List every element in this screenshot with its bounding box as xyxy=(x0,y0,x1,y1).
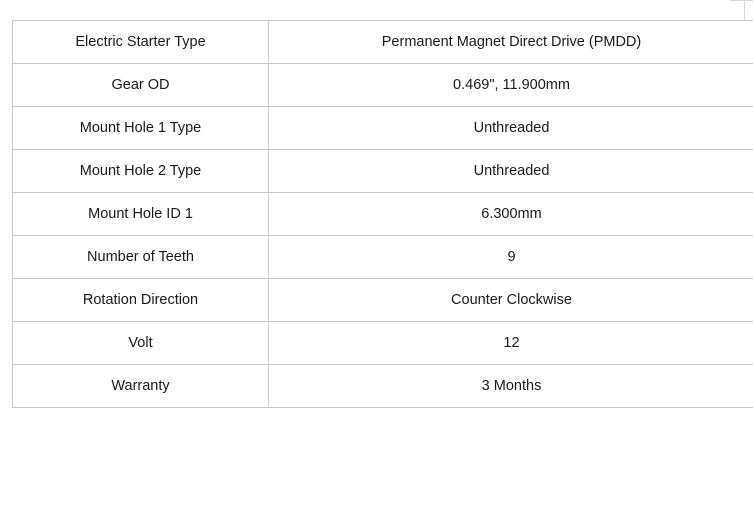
specifications-table-body xyxy=(13,21,753,408)
specifications-table-container xyxy=(12,20,730,408)
table-row xyxy=(13,21,753,64)
spec-value: 12 xyxy=(269,322,753,365)
spec-value: Unthreaded xyxy=(269,107,753,150)
spec-value: 9 xyxy=(269,236,753,279)
table-row xyxy=(13,236,753,279)
spec-label: Mount Hole 2 Type xyxy=(13,150,269,193)
spec-label: Warranty xyxy=(13,365,269,408)
spec-label: Electric Starter Type xyxy=(13,21,269,64)
page-top-rule xyxy=(730,0,753,1)
spec-label: Mount Hole 1 Type xyxy=(13,107,269,150)
spec-value: 0.469", 11.900mm xyxy=(269,64,753,107)
table-row xyxy=(13,150,753,193)
table-row xyxy=(13,365,753,408)
spec-value: 6.300mm xyxy=(269,193,753,236)
spec-label: Gear OD xyxy=(13,64,269,107)
spec-value: 3 Months xyxy=(269,365,753,408)
spec-value: Permanent Magnet Direct Drive (PMDD) xyxy=(269,21,753,64)
table-row xyxy=(13,193,753,236)
spec-value: Counter Clockwise xyxy=(269,279,753,322)
specifications-table xyxy=(12,20,753,408)
table-row xyxy=(13,64,753,107)
table-row xyxy=(13,107,753,150)
spec-label: Volt xyxy=(13,322,269,365)
table-row xyxy=(13,279,753,322)
spec-value: Unthreaded xyxy=(269,150,753,193)
table-row xyxy=(13,322,753,365)
spec-label: Number of Teeth xyxy=(13,236,269,279)
spec-label: Rotation Direction xyxy=(13,279,269,322)
spec-label: Mount Hole ID 1 xyxy=(13,193,269,236)
